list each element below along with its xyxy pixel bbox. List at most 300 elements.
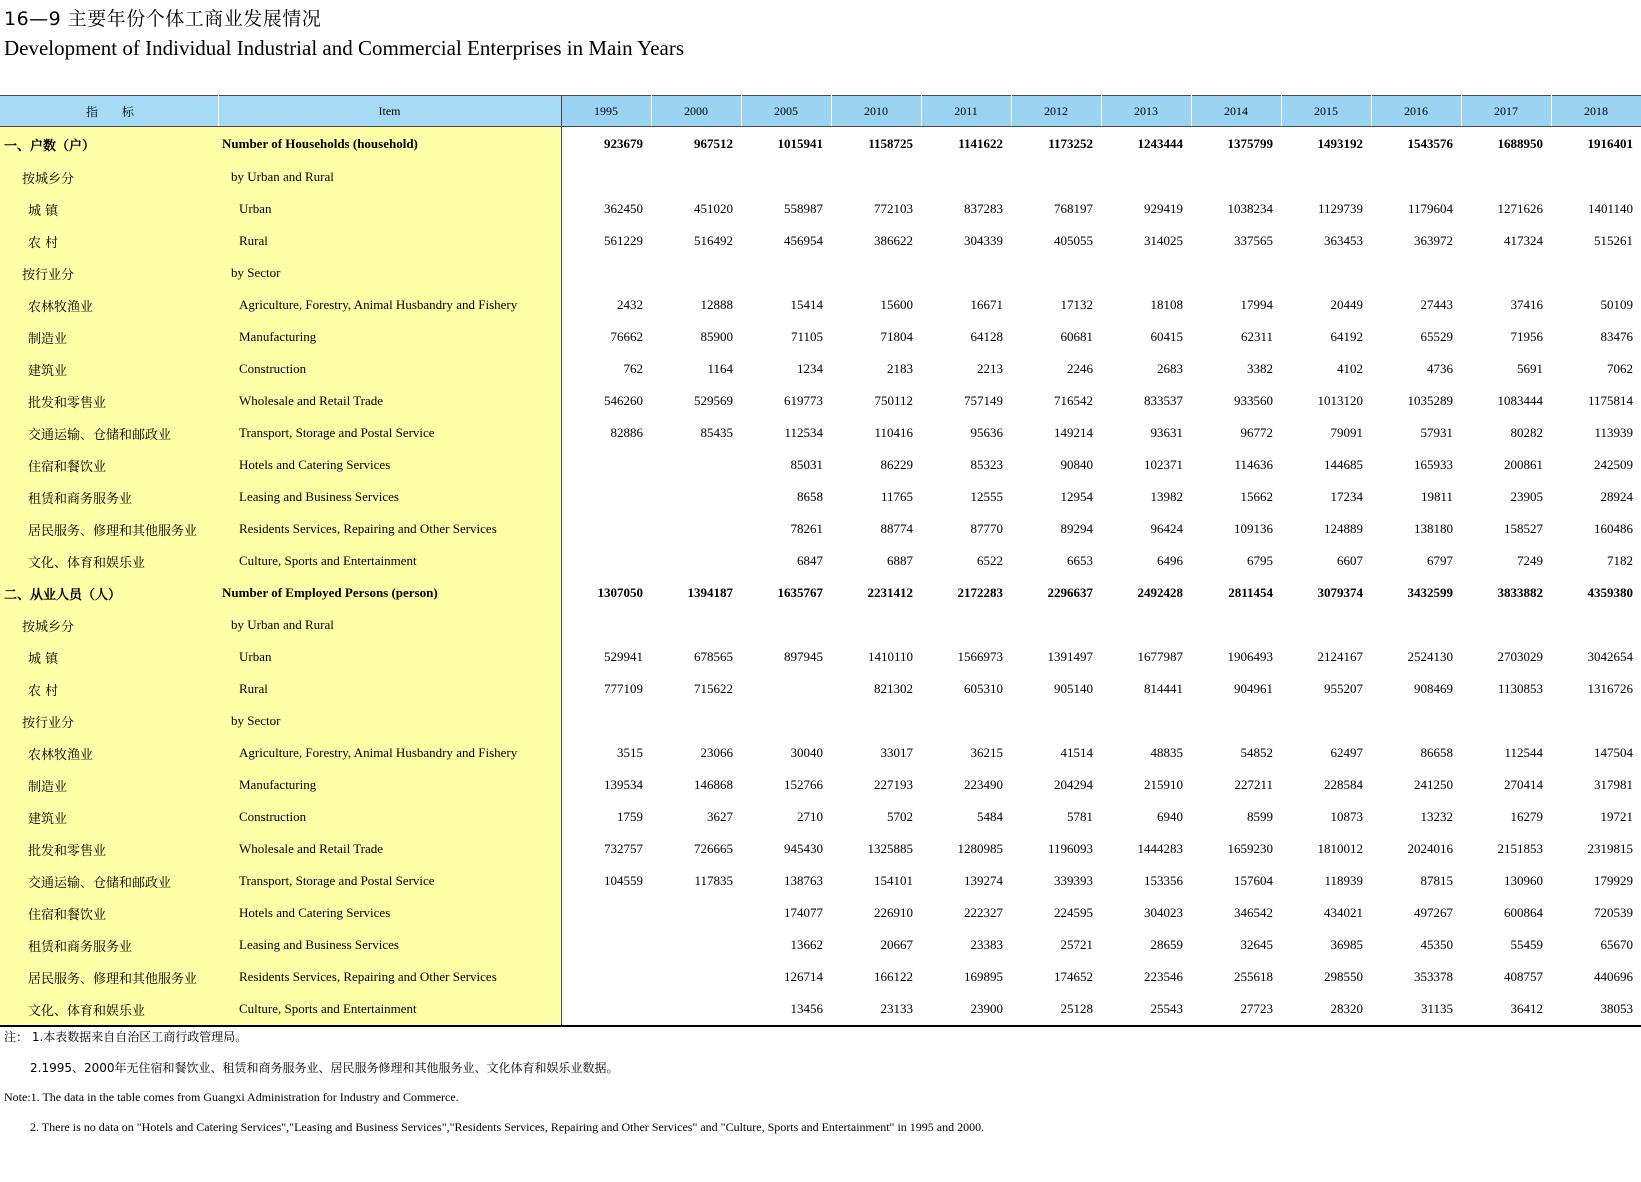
- row-label-cn: 按行业分: [0, 705, 218, 737]
- table-cell-value: 104559: [604, 873, 643, 888]
- table-cell-value: 227193: [874, 777, 913, 792]
- table-cell-value: 149214: [1054, 425, 1093, 440]
- table-cell-value: 38053: [1551, 993, 1641, 1026]
- table-cell-value: 82886: [610, 425, 643, 440]
- row-label-cn: 按城乡分: [0, 609, 218, 641]
- table-cell-value: 1243444: [1137, 136, 1183, 151]
- table-cell-value: 1906493: [1227, 649, 1273, 664]
- table-cell-value: 497267: [1414, 905, 1453, 920]
- table-cell-value: 223490: [964, 777, 1003, 792]
- table-cell-value: 2703029: [1497, 649, 1543, 664]
- table-cell-value: [1191, 705, 1281, 737]
- table-cell-value: [651, 705, 741, 737]
- table-cell-value: 923679: [604, 136, 643, 151]
- table-cell-value: 6522: [977, 553, 1003, 568]
- row-label-en: Construction: [218, 353, 561, 385]
- table-cell-value: 1916401: [1587, 136, 1633, 151]
- table-cell-value: [561, 897, 651, 929]
- table-cell-value: [1101, 257, 1191, 289]
- table-cell-value: 85031: [790, 457, 823, 472]
- table-cell-value: 36215: [970, 745, 1003, 760]
- table-cell-value: 19721: [1600, 809, 1633, 824]
- row-label-cn: 按行业分: [0, 257, 218, 289]
- row-label-en: by Sector: [218, 257, 561, 289]
- table-cell-value: [1101, 705, 1191, 737]
- table-cell-value: 3042654: [1587, 649, 1633, 664]
- table-cell-value: 6887: [887, 553, 913, 568]
- table-cell-value: [561, 993, 651, 1026]
- row-label-en: Number of Employed Persons (person): [218, 577, 561, 609]
- column-header-year: 2000: [651, 96, 741, 127]
- table-cell-value: 25721: [1060, 937, 1093, 952]
- table-cell-value: 226910: [874, 905, 913, 920]
- table-cell-value: 304339: [964, 233, 1003, 248]
- table-cell-value: 23133: [831, 993, 921, 1026]
- column-header-year: 1995: [561, 96, 651, 127]
- table-cell-value: [741, 609, 831, 641]
- table-cell-value: 2811454: [1228, 585, 1273, 600]
- table-cell-value: 7249: [1517, 553, 1543, 568]
- note-en-2: 2. There is no data on "Hotels and Catering Services","Leasing and Business Services","Residents Services, Repairing and Other Services" and "Culture, Sports and Entertainment" in 1995 and 2000.: [30, 1120, 985, 1134]
- table-cell-value: 3432599: [1407, 585, 1453, 600]
- row-label-en: Manufacturing: [218, 769, 561, 801]
- row-label-cn: 城 镇: [0, 193, 218, 225]
- table-cell-value: 11765: [880, 489, 913, 504]
- table-cell-value: 96772: [1240, 425, 1273, 440]
- table-cell-value: 85435: [700, 425, 733, 440]
- table-cell-value: 346542: [1234, 905, 1273, 920]
- row-label-cn: 按城乡分: [0, 161, 218, 193]
- table-cell-value: 32645: [1240, 937, 1273, 952]
- table-cell-value: 17132: [1060, 297, 1093, 312]
- table-cell-value: 2124167: [1317, 649, 1363, 664]
- table-cell-value: 1179604: [1407, 201, 1453, 216]
- row-label-en: by Urban and Rural: [218, 161, 561, 193]
- table-cell-value: 17994: [1240, 297, 1273, 312]
- table-header-row: [0, 96, 1641, 127]
- table-cell-value: [561, 929, 651, 961]
- note-en-1: Note:1. The data in the table comes from Guangxi Administration for Industry and Commerce.: [4, 1090, 459, 1104]
- table-cell-value: [1371, 161, 1461, 193]
- table-cell-value: 174652: [1054, 969, 1093, 984]
- table-cell-value: 1375799: [1227, 136, 1273, 151]
- table-row: [0, 833, 1641, 865]
- table-cell-value: 1083444: [1497, 393, 1543, 408]
- table-row: [0, 417, 1641, 449]
- table-cell-value: 1759: [617, 809, 643, 824]
- table-cell-value: 600864: [1504, 905, 1543, 920]
- table-cell-value: 57931: [1420, 425, 1453, 440]
- table-cell-value: 6940: [1157, 809, 1183, 824]
- row-label-en: Hotels and Catering Services: [218, 897, 561, 929]
- table-cell-value: [741, 673, 831, 705]
- row-label-en: Leasing and Business Services: [218, 481, 561, 513]
- table-cell-value: 967512: [694, 136, 733, 151]
- row-label-cn: 交通运输、仓储和邮政业: [0, 865, 218, 897]
- row-label-cn: 农 村: [0, 225, 218, 257]
- table-cell-value: [561, 545, 651, 577]
- table-cell-value: 529569: [694, 393, 733, 408]
- table-cell-value: 25128: [1011, 993, 1101, 1026]
- table-cell-value: 1401140: [1587, 201, 1633, 216]
- table-cell-value: 227211: [1234, 777, 1273, 792]
- column-header-year: 2012: [1011, 96, 1101, 127]
- table-cell-value: 1307050: [597, 585, 643, 600]
- table-cell-value: 715622: [694, 681, 733, 696]
- table-cell-value: 12888: [700, 297, 733, 312]
- table-cell-value: [651, 257, 741, 289]
- table-cell-value: [831, 161, 921, 193]
- table-cell-value: 4102: [1337, 361, 1363, 376]
- table-cell-value: 126714: [784, 969, 823, 984]
- table-cell-value: 720539: [1594, 905, 1633, 920]
- page-title-en: Development of Individual Industrial and Commercial Enterprises in Main Years: [4, 36, 685, 60]
- table-cell-value: 96424: [1150, 521, 1183, 536]
- table-cell-value: 5781: [1067, 809, 1093, 824]
- table-cell-value: 716542: [1054, 393, 1093, 408]
- table-row: [0, 865, 1641, 897]
- table-cell-value: 1175814: [1587, 393, 1633, 408]
- row-label-en: Urban: [218, 193, 561, 225]
- table-cell-value: 31135: [1371, 993, 1461, 1026]
- table-cell-value: 20449: [1330, 297, 1363, 312]
- table-cell-value: 1158725: [868, 136, 913, 151]
- table-cell-value: 619773: [784, 393, 823, 408]
- table-cell-value: 1035289: [1407, 393, 1453, 408]
- row-label-en: Wholesale and Retail Trade: [218, 385, 561, 417]
- row-label-cn: 租赁和商务服务业: [0, 481, 218, 513]
- table-cell-value: [561, 961, 651, 993]
- table-cell-value: 405055: [1054, 233, 1093, 248]
- table-cell-value: 36412: [1461, 993, 1551, 1026]
- table-cell-value: 1543576: [1407, 136, 1453, 151]
- table-cell-value: 174077: [784, 905, 823, 920]
- table-cell-value: [651, 481, 741, 513]
- table-cell-value: 1325885: [867, 841, 913, 856]
- table-cell-value: 23905: [1510, 489, 1543, 504]
- table-cell-value: 2710: [797, 809, 823, 824]
- row-label-en: Wholesale and Retail Trade: [218, 833, 561, 865]
- row-label-cn: 制造业: [0, 321, 218, 353]
- table-cell-value: 7062: [1607, 361, 1633, 376]
- table-row: [0, 449, 1641, 481]
- table-cell-value: 28320: [1281, 993, 1371, 1026]
- row-label-cn: 建筑业: [0, 801, 218, 833]
- table-cell-value: 5702: [887, 809, 913, 824]
- table-cell-value: [651, 545, 741, 577]
- table-row: [0, 161, 1641, 193]
- table-cell-value: 3382: [1247, 361, 1273, 376]
- table-cell-value: 83476: [1600, 329, 1633, 344]
- table-cell-value: [741, 705, 831, 737]
- table-cell-value: 48835: [1150, 745, 1183, 760]
- table-cell-value: 762: [623, 361, 643, 376]
- table-cell-value: 353378: [1414, 969, 1453, 984]
- table-cell-value: 85900: [700, 329, 733, 344]
- table-cell-value: 561229: [604, 233, 643, 248]
- table-cell-value: 2172283: [957, 585, 1003, 600]
- table-cell-value: 102371: [1144, 457, 1183, 472]
- table-cell-value: 64128: [970, 329, 1003, 344]
- table-cell-value: 1659230: [1227, 841, 1273, 856]
- row-label-en: Transport, Storage and Postal Service: [218, 865, 561, 897]
- table-cell-value: 6653: [1067, 553, 1093, 568]
- row-label-cn: 批发和零售业: [0, 385, 218, 417]
- table-cell-value: 152766: [784, 777, 823, 792]
- table-row: [0, 673, 1641, 705]
- table-cell-value: 157604: [1234, 873, 1273, 888]
- table-cell-value: 204294: [1054, 777, 1093, 792]
- row-label-cn: 居民服务、修理和其他服务业: [0, 513, 218, 545]
- table-cell-value: [831, 609, 921, 641]
- table-row: [0, 481, 1641, 513]
- table-cell-value: 13662: [790, 937, 823, 952]
- table-cell-value: 5484: [977, 809, 1003, 824]
- table-cell-value: 2183: [887, 361, 913, 376]
- table-cell-value: 223546: [1144, 969, 1183, 984]
- table-cell-value: 6607: [1337, 553, 1363, 568]
- table-cell-value: 13982: [1150, 489, 1183, 504]
- table-cell-value: 138763: [784, 873, 823, 888]
- row-label-en: Number of Households (household): [218, 127, 561, 162]
- table-row: [0, 257, 1641, 289]
- table-row: [0, 961, 1641, 993]
- table-cell-value: 13456: [741, 993, 831, 1026]
- table-cell-value: [741, 161, 831, 193]
- table-cell-value: 153356: [1144, 873, 1183, 888]
- table-cell-value: [1281, 705, 1371, 737]
- table-cell-value: 25543: [1101, 993, 1191, 1026]
- table-cell-value: 62311: [1240, 329, 1273, 344]
- row-label-cn: 农林牧渔业: [0, 737, 218, 769]
- table-cell-value: 363972: [1414, 233, 1453, 248]
- table-cell-value: 15600: [880, 297, 913, 312]
- table-cell-value: 147504: [1594, 745, 1633, 760]
- table-cell-value: 241250: [1414, 777, 1453, 792]
- column-header-item-cn: 指 标: [0, 96, 218, 127]
- row-label-en: Agriculture, Forestry, Animal Husbandry and Fishery: [218, 737, 561, 769]
- row-label-en: Rural: [218, 225, 561, 257]
- table-cell-value: 1173252: [1048, 136, 1093, 151]
- note-cn-2: 2.1995、2000年无住宿和餐饮业、租赁和商务服务业、居民服务修理和其他服务业、文化体育和娱乐业数据。: [30, 1061, 619, 1075]
- table-cell-value: 772103: [874, 201, 913, 216]
- table-cell-value: [1191, 609, 1281, 641]
- table-cell-value: 362450: [604, 201, 643, 216]
- table-cell-value: 1391497: [1047, 649, 1093, 664]
- table-cell-value: 908469: [1414, 681, 1453, 696]
- table-cell-value: 2683: [1157, 361, 1183, 376]
- table-cell-value: 165933: [1414, 457, 1453, 472]
- table-cell-value: [921, 705, 1011, 737]
- table-cell-value: 408757: [1504, 969, 1543, 984]
- table-cell-value: [561, 513, 651, 545]
- table-cell-value: [561, 257, 651, 289]
- table-cell-value: 158527: [1504, 521, 1543, 536]
- table-cell-value: [651, 897, 741, 929]
- table-cell-value: 87815: [1420, 873, 1453, 888]
- table-cell-value: 60415: [1150, 329, 1183, 344]
- table-cell-value: 6496: [1157, 553, 1183, 568]
- table-cell-value: 79091: [1330, 425, 1363, 440]
- table-cell-value: 160486: [1594, 521, 1633, 536]
- table-cell-value: 118939: [1324, 873, 1363, 888]
- table-cell-value: 93631: [1150, 425, 1183, 440]
- table-cell-value: 144685: [1324, 457, 1363, 472]
- table-row: [0, 545, 1641, 577]
- table-cell-value: 65670: [1600, 937, 1633, 952]
- table-cell-value: 363453: [1324, 233, 1363, 248]
- table-cell-value: 1196093: [1047, 841, 1093, 856]
- table-cell-value: 904961: [1234, 681, 1273, 696]
- table-cell-value: 516492: [694, 233, 733, 248]
- column-header-year: 2015: [1281, 96, 1371, 127]
- table-cell-value: 1493192: [1317, 136, 1363, 151]
- table-cell-value: 757149: [964, 393, 1003, 408]
- table-cell-value: [831, 705, 921, 737]
- column-header-year: 2017: [1461, 96, 1551, 127]
- table-cell-value: 2492428: [1137, 585, 1183, 600]
- table-row: [0, 801, 1641, 833]
- table-cell-value: 15662: [1240, 489, 1273, 504]
- table-cell-value: 2024016: [1407, 841, 1453, 856]
- table-cell-value: 95636: [970, 425, 1003, 440]
- table-row: [0, 737, 1641, 769]
- table-cell-value: 814441: [1144, 681, 1183, 696]
- table-cell-value: 112534: [784, 425, 823, 440]
- row-label-cn: 城 镇: [0, 641, 218, 673]
- table-cell-value: [1011, 161, 1101, 193]
- table-cell-value: 546260: [604, 393, 643, 408]
- table-cell-value: [1551, 705, 1641, 737]
- table-cell-value: 298550: [1324, 969, 1363, 984]
- table-cell-value: 270414: [1504, 777, 1543, 792]
- table-cell-value: 732757: [604, 841, 643, 856]
- table-cell-value: [1281, 609, 1371, 641]
- table-cell-value: 139534: [604, 777, 643, 792]
- column-header-year: 2010: [831, 96, 921, 127]
- row-label-en: Construction: [218, 801, 561, 833]
- table-cell-value: 440696: [1594, 969, 1633, 984]
- table-cell-value: 417324: [1504, 233, 1543, 248]
- table-cell-value: 1164: [707, 361, 733, 376]
- table-cell-value: [1101, 609, 1191, 641]
- table-cell-value: [1371, 257, 1461, 289]
- table-cell-value: 179929: [1594, 873, 1633, 888]
- table-cell-value: [651, 161, 741, 193]
- table-cell-value: 16671: [970, 297, 1003, 312]
- table-cell-value: 1677987: [1137, 649, 1183, 664]
- table-cell-value: 71105: [790, 329, 823, 344]
- table-row: [0, 225, 1641, 257]
- table-cell-value: 386622: [874, 233, 913, 248]
- row-label-cn: 二、从业人员（人）: [0, 577, 218, 609]
- row-label-cn: 农林牧渔业: [0, 289, 218, 321]
- table-row: [0, 127, 1641, 162]
- table-cell-value: 255618: [1234, 969, 1273, 984]
- table-cell-value: [1551, 161, 1641, 193]
- table-cell-value: 23900: [921, 993, 1011, 1026]
- table-cell-value: 88774: [880, 521, 913, 536]
- table-cell-value: [651, 929, 741, 961]
- table-cell-value: 28924: [1600, 489, 1633, 504]
- table-cell-value: 114636: [1234, 457, 1273, 472]
- table-cell-value: [1551, 257, 1641, 289]
- table-body: [0, 127, 1641, 1027]
- table-cell-value: [651, 449, 741, 481]
- table-cell-value: 71956: [1510, 329, 1543, 344]
- table-cell-value: 955207: [1324, 681, 1363, 696]
- table-cell-value: [1461, 257, 1551, 289]
- table-cell-value: 224595: [1054, 905, 1093, 920]
- row-label-cn: 文化、体育和娱乐业: [0, 993, 218, 1026]
- row-label-cn: 农 村: [0, 673, 218, 705]
- table-cell-value: 726665: [694, 841, 733, 856]
- row-label-en: Transport, Storage and Postal Service: [218, 417, 561, 449]
- row-label-en: Residents Services, Repairing and Other Services: [218, 513, 561, 545]
- table-cell-value: [1281, 161, 1371, 193]
- table-cell-value: 3833882: [1497, 585, 1543, 600]
- table-cell-value: 109136: [1234, 521, 1273, 536]
- table-cell-value: 1015941: [777, 136, 823, 151]
- table-cell-value: 1316726: [1587, 681, 1633, 696]
- table-cell-value: [561, 609, 651, 641]
- table-cell-value: 1280985: [957, 841, 1003, 856]
- row-label-en: Culture, Sports and Entertainment: [218, 545, 561, 577]
- table-cell-value: 86229: [880, 457, 913, 472]
- table-cell-value: 2524130: [1407, 649, 1453, 664]
- table-cell-value: 1688950: [1497, 136, 1543, 151]
- table-cell-value: 169895: [964, 969, 1003, 984]
- table-cell-value: 1141622: [958, 136, 1003, 151]
- table-cell-value: 905140: [1054, 681, 1093, 696]
- table-row: [0, 353, 1641, 385]
- table-cell-value: 1271626: [1497, 201, 1543, 216]
- table-row: [0, 609, 1641, 641]
- row-label-en: Manufacturing: [218, 321, 561, 353]
- table-cell-value: 28659: [1150, 937, 1183, 952]
- table-cell-value: 85323: [970, 457, 1003, 472]
- table-cell-value: 558987: [784, 201, 823, 216]
- table-cell-value: 1394187: [687, 585, 733, 600]
- table-cell-value: [1011, 257, 1101, 289]
- table-cell-value: 55459: [1510, 937, 1543, 952]
- table-cell-value: 117835: [694, 873, 733, 888]
- table-cell-value: [1461, 609, 1551, 641]
- column-header-item-en: Item: [218, 96, 561, 127]
- table-cell-value: 222327: [964, 905, 1003, 920]
- table-cell-value: 10873: [1330, 809, 1363, 824]
- table-cell-value: [561, 481, 651, 513]
- table-row: [0, 577, 1641, 609]
- statistics-table: [0, 95, 1641, 1027]
- table-cell-value: 20667: [880, 937, 913, 952]
- table-cell-value: 750112: [874, 393, 913, 408]
- table-cell-value: 62497: [1330, 745, 1363, 760]
- table-cell-value: [1191, 161, 1281, 193]
- table-cell-value: [741, 257, 831, 289]
- table-cell-value: 1444283: [1137, 841, 1183, 856]
- table-cell-value: [1101, 161, 1191, 193]
- row-label-cn: 制造业: [0, 769, 218, 801]
- page-title-cn: 16—9 主要年份个体工商业发展情况: [4, 8, 322, 30]
- table-cell-value: 1410110: [867, 649, 913, 664]
- table-cell-value: [921, 609, 1011, 641]
- table-cell-value: 41514: [1060, 745, 1093, 760]
- table-row: [0, 289, 1641, 321]
- table-row: [0, 897, 1641, 929]
- column-header-year: 2016: [1371, 96, 1461, 127]
- table-cell-value: 19811: [1420, 489, 1453, 504]
